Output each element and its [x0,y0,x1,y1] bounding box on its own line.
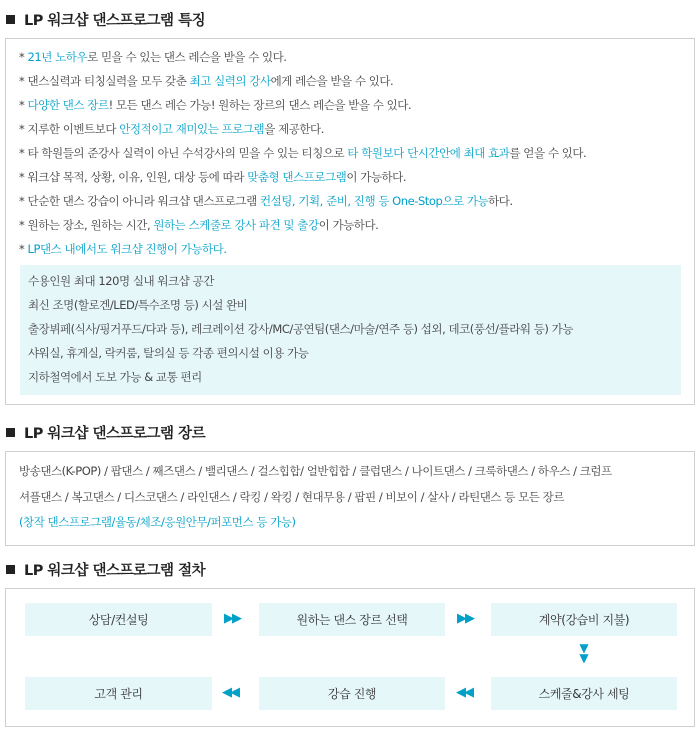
procedure-box [5,588,695,727]
feature-item: * 타 학원들의 준강사 실력이 아닌 수석강사의 믿을 수 있는 티칭으로 타 학원보다 단시간안에 최대 효과를 얻을 수 있다. [19,146,587,160]
feature-item: * 지루한 이벤트보다 안정적이고 재미있는 프로그램을 제공한다. [19,122,324,136]
facility-item: 지하철역에서 도보 가능 & 교통 편리 [28,370,202,384]
step-genre-selection: 원하는 댄스 장르 선택 [259,603,445,636]
feature-item: * 댄스실력과 티칭실력을 모두 갖춘 최고 실력의 강사에게 레슨을 받을 수 있다. [19,74,394,88]
facility-item: 샤워실, 휴게실, 락커룸, 탈의실 등 각종 편의시설 이용 가능 [28,346,309,360]
feature-item: * 21년 노하우로 믿을 수 있는 댄스 레슨을 받을 수 있다. [19,50,287,64]
facility-item: 출장뷔페(식사/핑거푸드/다과 등), 레크레이션 강사/MC/공연팀(댄스/마술/연주 등) 섭외, 데코(풍선/플라워 등) 가능 [28,322,573,336]
square-bullet-icon [6,15,15,24]
down-arrow-icon: ▼▼ [579,641,589,665]
features-heading [6,9,205,30]
step-customer-care: 고객 관리 [25,677,212,710]
left-arrow-icon: ◀◀ [456,685,472,700]
facility-item: 수용인원 최대 120명 실내 워크샵 공간 [28,274,214,288]
feature-item: * 단순한 댄스 강습이 아니라 워크샵 댄스프로그램 컨설팅, 기획, 준비, 진행 등 One-Stop으로 가능하다. [19,194,513,208]
procedure-title: LP 워크샵 댄스프로그램 절차 [24,563,206,579]
left-arrow-icon: ◀◀ [222,685,238,700]
facility-item: 최신 조명(할로겐/LED/특수조명 등) 시설 완비 [28,298,248,312]
features-title: LP 워크샵 댄스프로그램 특징 [24,13,206,29]
facility-panel [20,265,681,395]
genres-box [5,451,695,546]
genre-note: (창작 댄스프로그램/율동/체조/응원안무/퍼포먼스 등 가능) [19,515,296,529]
square-bullet-icon [6,565,15,574]
step-contract: 계약(강습비 지불) [491,603,677,636]
features-box [5,38,695,405]
step-consulting: 상담/컨설팅 [25,603,212,636]
genre-list-line: 셔플댄스 / 복고댄스 / 디스코댄스 / 라인댄스 / 락킹 / 왁킹 / 현대무용 / 팝핀 / 비보이 / 살사 / 라틴댄스 등 모든 장르 [19,490,564,504]
procedure-heading [6,559,205,580]
step-lesson: 강습 진행 [259,677,445,710]
feature-item: * 다양한 댄스 장르! 모든 댄스 레슨 가능! 원하는 장르의 댄스 레슨을 받을 수 있다. [19,98,412,112]
genres-heading [6,422,205,443]
step-schedule-instructor: 스케줄&강사 세팅 [491,677,677,710]
genre-list-line: 방송댄스(K-POP) / 팝댄스 / 째즈댄스 / 밸리댄스 / 걸스힙합/ 얼반힙합 / 클럽댄스 / 나이트댄스 / 크룩하댄스 / 하우스 / 크럼프 [19,464,612,478]
square-bullet-icon [6,428,15,437]
feature-item: * 워크샵 목적, 상황, 이유, 인원, 대상 등에 따라 맞춤형 댄스프로그램이 가능하다. [19,170,407,184]
right-arrow-icon: ▶▶ [457,611,473,626]
genres-title: LP 워크샵 댄스프로그램 장르 [24,426,206,442]
right-arrow-icon: ▶▶ [224,611,240,626]
feature-item: * 원하는 장소, 원하는 시간, 원하는 스케줄로 강사 파견 및 출강이 가능하다. [19,218,379,232]
feature-item: * LP댄스 내에서도 워크샵 진행이 가능하다. [19,242,227,256]
